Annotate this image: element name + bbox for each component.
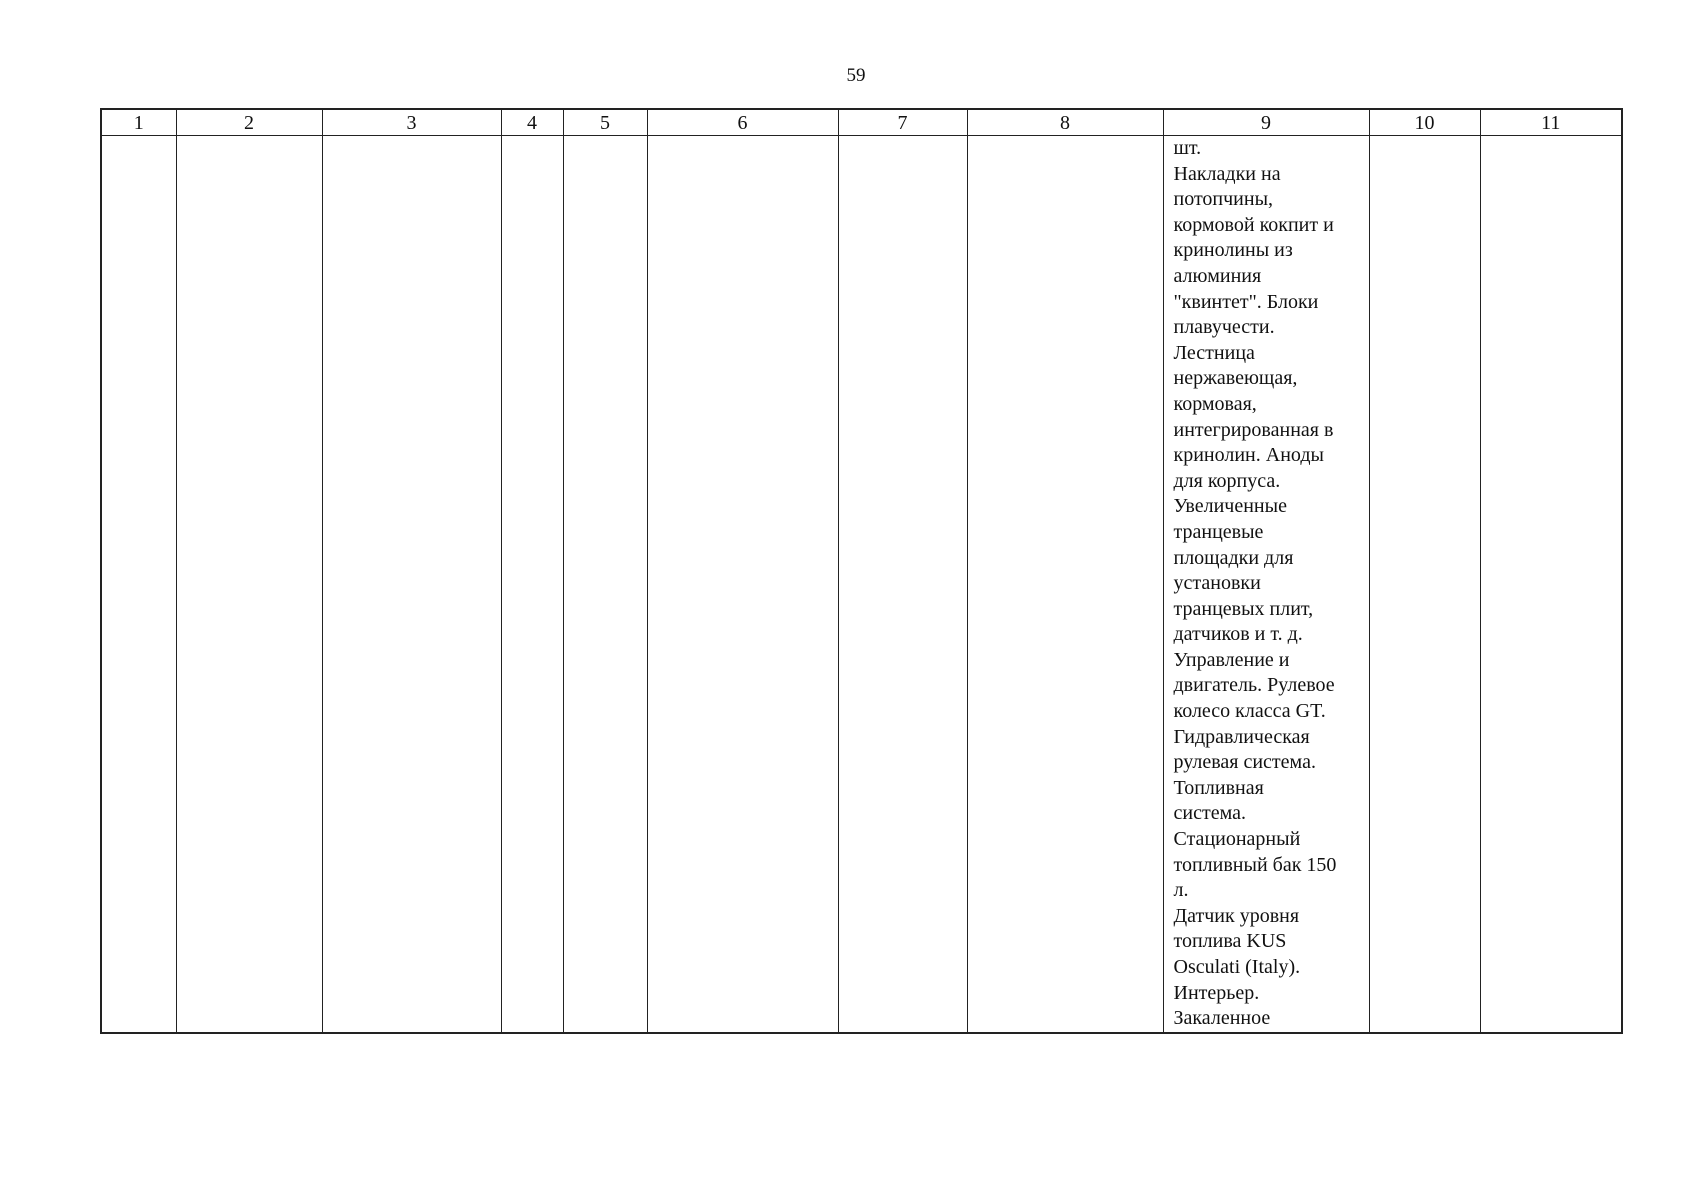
table-cell-col1 bbox=[101, 136, 176, 1033]
table-cell-col5 bbox=[563, 136, 647, 1033]
page-number: 59 bbox=[846, 65, 866, 86]
table-cell-col11 bbox=[1480, 136, 1622, 1033]
description-text: шт. Накладки на потопчины, кормовой кокпит и кринолины из алюминия "квинтет". Блоки плавучести. Лестница нержавеющая, кормовая, интегрированная в кринолин. Аноды для корпуса. Увеличенные транцевые площадки для установки транцевых плит, датчиков и т. д. Управление и двигатель. Рулевое колесо класса GT. Гидравлическая рулевая система. Топливная система. Стационарный топливный бак 150 л. Датчик уровня топлива KUS Osculati (Italy). Интерьер. Закаленное bbox=[1173, 137, 1337, 1030]
column-header-11: 11 bbox=[1480, 109, 1622, 136]
header-row bbox=[101, 109, 1622, 136]
table-cell-col2 bbox=[176, 136, 322, 1033]
table-cell-col6 bbox=[647, 136, 838, 1033]
table-row bbox=[101, 136, 1622, 1033]
column-header-5: 5 bbox=[563, 109, 647, 136]
table-cell-col9 bbox=[1163, 136, 1369, 1033]
column-header-8: 8 bbox=[967, 109, 1163, 136]
document-table bbox=[100, 108, 1623, 1034]
column-header-6: 6 bbox=[647, 109, 838, 136]
table-cell-col8 bbox=[967, 136, 1163, 1033]
column-header-3: 3 bbox=[322, 109, 501, 136]
table-cell-col4 bbox=[501, 136, 563, 1033]
table-cell-col3 bbox=[322, 136, 501, 1033]
column-header-9: 9 bbox=[1163, 109, 1369, 136]
table-cell-col10 bbox=[1369, 136, 1480, 1033]
column-header-10: 10 bbox=[1369, 109, 1480, 136]
column-header-1: 1 bbox=[101, 109, 176, 136]
column-header-2: 2 bbox=[176, 109, 322, 136]
column-header-7: 7 bbox=[838, 109, 967, 136]
table-cell-col7 bbox=[838, 136, 967, 1033]
column-header-4: 4 bbox=[501, 109, 563, 136]
